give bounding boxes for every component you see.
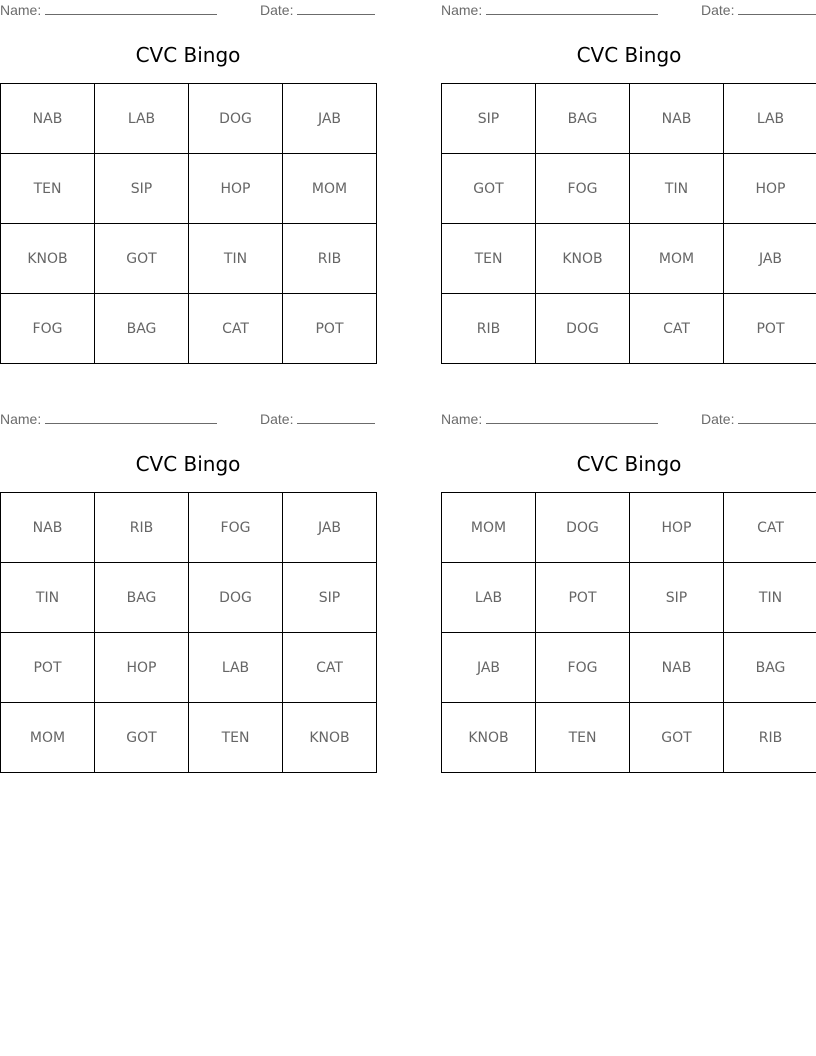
grid-row bbox=[1, 563, 377, 633]
card-title: CVC Bingo bbox=[576, 452, 682, 476]
grid-row bbox=[442, 294, 816, 364]
name-label: Name: bbox=[0, 411, 42, 427]
card-title: CVC Bingo bbox=[135, 43, 241, 67]
bingo-cell: RIB bbox=[95, 493, 189, 563]
grid-row bbox=[442, 633, 816, 703]
bingo-cell: SIP bbox=[442, 84, 536, 154]
grid-row bbox=[442, 154, 816, 224]
bingo-cell: CAT bbox=[724, 493, 816, 563]
name-blank-line[interactable] bbox=[45, 411, 217, 424]
bingo-cell: HOP bbox=[189, 154, 283, 224]
date-label: Date: bbox=[260, 2, 294, 18]
bingo-cell: TEN bbox=[536, 703, 630, 773]
bingo-cell: TEN bbox=[1, 154, 95, 224]
bingo-cell: BAG bbox=[724, 633, 816, 703]
bingo-cell: MOM bbox=[442, 493, 536, 563]
bingo-cell: HOP bbox=[724, 154, 816, 224]
date-label: Date: bbox=[260, 411, 294, 427]
name-field[interactable] bbox=[0, 2, 217, 18]
bingo-cell: GOT bbox=[630, 703, 724, 773]
name-date-row bbox=[441, 411, 816, 429]
bingo-cell: POT bbox=[1, 633, 95, 703]
name-date-row bbox=[0, 411, 376, 429]
date-label: Date: bbox=[701, 411, 735, 427]
bingo-cell: DOG bbox=[536, 493, 630, 563]
bingo-cell: JAB bbox=[283, 84, 377, 154]
grid-row bbox=[442, 563, 816, 633]
card-title: CVC Bingo bbox=[135, 452, 241, 476]
grid-row bbox=[442, 703, 816, 773]
bingo-cell: RIB bbox=[283, 224, 377, 294]
bingo-cell: RIB bbox=[724, 703, 816, 773]
bingo-cell: JAB bbox=[724, 224, 816, 294]
name-field[interactable] bbox=[441, 411, 658, 427]
bingo-grid bbox=[0, 492, 377, 773]
grid-row bbox=[442, 84, 816, 154]
bingo-cell: DOG bbox=[189, 84, 283, 154]
date-field[interactable] bbox=[260, 411, 375, 427]
bingo-cell: LAB bbox=[189, 633, 283, 703]
date-blank-line[interactable] bbox=[738, 411, 816, 424]
date-field[interactable] bbox=[701, 2, 816, 18]
bingo-cell: MOM bbox=[630, 224, 724, 294]
bingo-cell: NAB bbox=[630, 84, 724, 154]
bingo-cell: POT bbox=[724, 294, 816, 364]
bingo-cell: SIP bbox=[630, 563, 724, 633]
name-blank-line[interactable] bbox=[486, 411, 658, 424]
date-blank-line[interactable] bbox=[297, 411, 375, 424]
bingo-cell: TEN bbox=[189, 703, 283, 773]
bingo-cell: DOG bbox=[536, 294, 630, 364]
grid-row bbox=[442, 224, 816, 294]
bingo-cell: BAG bbox=[95, 294, 189, 364]
bingo-cell: KNOB bbox=[1, 224, 95, 294]
bingo-card bbox=[441, 0, 816, 380]
bingo-cell: NAB bbox=[630, 633, 724, 703]
bingo-cell: TIN bbox=[630, 154, 724, 224]
grid-row bbox=[442, 493, 816, 563]
bingo-cell: KNOB bbox=[442, 703, 536, 773]
grid-row bbox=[1, 703, 377, 773]
bingo-cell: GOT bbox=[95, 703, 189, 773]
bingo-cell: GOT bbox=[95, 224, 189, 294]
bingo-cell: LAB bbox=[442, 563, 536, 633]
date-field[interactable] bbox=[701, 411, 816, 427]
bingo-cell: RIB bbox=[442, 294, 536, 364]
name-field[interactable] bbox=[0, 411, 217, 427]
grid-row bbox=[1, 493, 377, 563]
grid-row bbox=[1, 154, 377, 224]
bingo-cell: POT bbox=[283, 294, 377, 364]
date-blank-line[interactable] bbox=[738, 2, 816, 15]
bingo-cell: DOG bbox=[189, 563, 283, 633]
bingo-cell: FOG bbox=[1, 294, 95, 364]
name-date-row bbox=[441, 2, 816, 20]
bingo-grid bbox=[441, 492, 816, 773]
name-label: Name: bbox=[0, 2, 42, 18]
bingo-cell: BAG bbox=[95, 563, 189, 633]
grid-row bbox=[1, 84, 377, 154]
bingo-cell: JAB bbox=[283, 493, 377, 563]
bingo-cell: BAG bbox=[536, 84, 630, 154]
name-label: Name: bbox=[441, 411, 483, 427]
bingo-cell: MOM bbox=[1, 703, 95, 773]
bingo-cell: POT bbox=[536, 563, 630, 633]
bingo-cell: GOT bbox=[442, 154, 536, 224]
bingo-cell: CAT bbox=[189, 294, 283, 364]
name-field[interactable] bbox=[441, 2, 658, 18]
bingo-cell: TIN bbox=[724, 563, 816, 633]
bingo-cell: NAB bbox=[1, 493, 95, 563]
bingo-cell: HOP bbox=[630, 493, 724, 563]
bingo-cell: TEN bbox=[442, 224, 536, 294]
bingo-cell: SIP bbox=[283, 563, 377, 633]
bingo-cell: TIN bbox=[189, 224, 283, 294]
bingo-grid bbox=[441, 83, 816, 364]
bingo-card bbox=[441, 409, 816, 789]
bingo-cell: NAB bbox=[1, 84, 95, 154]
bingo-cell: CAT bbox=[283, 633, 377, 703]
bingo-cell: FOG bbox=[536, 633, 630, 703]
date-field[interactable] bbox=[260, 2, 375, 18]
bingo-card bbox=[0, 0, 376, 380]
date-label: Date: bbox=[701, 2, 735, 18]
bingo-cell: TIN bbox=[1, 563, 95, 633]
bingo-cell: LAB bbox=[724, 84, 816, 154]
name-blank-line[interactable] bbox=[486, 2, 658, 15]
bingo-cell: KNOB bbox=[283, 703, 377, 773]
grid-row bbox=[1, 224, 377, 294]
grid-row bbox=[1, 294, 377, 364]
name-blank-line[interactable] bbox=[45, 2, 217, 15]
bingo-cell: SIP bbox=[95, 154, 189, 224]
bingo-cell: LAB bbox=[95, 84, 189, 154]
bingo-cell: MOM bbox=[283, 154, 377, 224]
bingo-cell: KNOB bbox=[536, 224, 630, 294]
bingo-cell: JAB bbox=[442, 633, 536, 703]
card-title: CVC Bingo bbox=[576, 43, 682, 67]
bingo-grid bbox=[0, 83, 377, 364]
name-label: Name: bbox=[441, 2, 483, 18]
bingo-cell: CAT bbox=[630, 294, 724, 364]
bingo-cell: HOP bbox=[95, 633, 189, 703]
grid-row bbox=[1, 633, 377, 703]
name-date-row bbox=[0, 2, 376, 20]
bingo-cell: FOG bbox=[189, 493, 283, 563]
date-blank-line[interactable] bbox=[297, 2, 375, 15]
bingo-cell: FOG bbox=[536, 154, 630, 224]
bingo-card bbox=[0, 409, 376, 789]
